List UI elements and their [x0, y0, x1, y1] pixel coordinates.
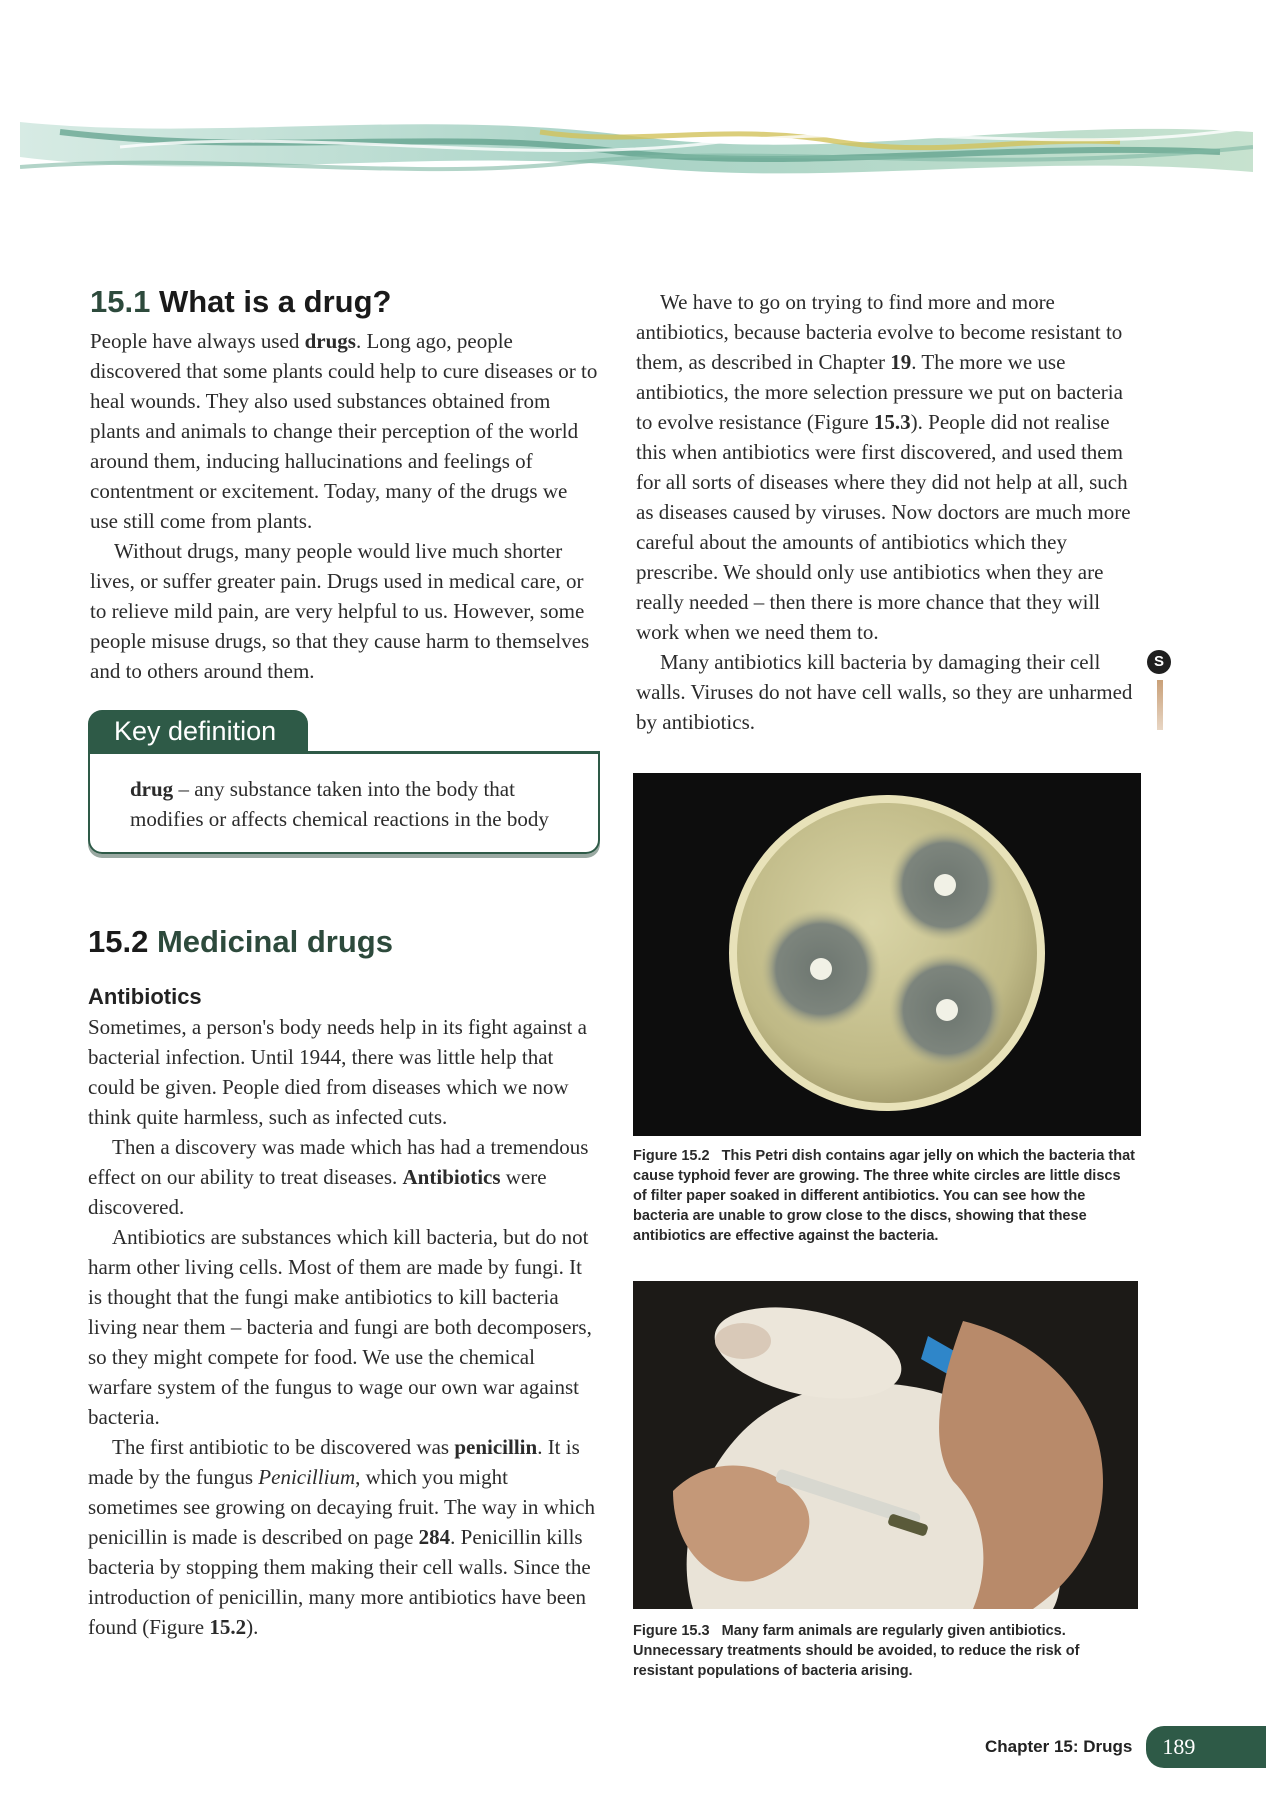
paragraph: Without drugs, many people would live much shorter lives, or suffer greater pain. Drugs used in medical care, or to relieve mild pain, are very helpful to us. However, some people misuse drugs, so that they cause harm to themselves and to others around them.: [90, 539, 590, 683]
figure-label: Figure 15.2: [633, 1148, 710, 1164]
section-15-1: [90, 282, 600, 686]
key-definition-box: [88, 710, 600, 854]
supplement-bar: [1157, 680, 1163, 730]
key-definition-heading: Key definition: [88, 710, 308, 753]
key-term: Antibiotics: [402, 1165, 501, 1189]
paragraph: Sometimes, a person's body needs help in its fight against a bacterial infection. Until 1944, there was little help that could be given. People died from diseases which we now think quite harmless, such as infected cuts.: [88, 1015, 587, 1129]
figure-15-2-caption: [633, 1146, 1138, 1246]
page-footer: [985, 1726, 1266, 1768]
definition-text: – any substance taken into the body that modifies or affects chemical reactions in the body: [130, 777, 549, 831]
petri-dish-image: [633, 773, 1141, 1136]
key-term: drugs: [304, 329, 356, 353]
wave-banner-graphic: [20, 112, 1253, 192]
figure-reference: 15.3: [873, 410, 911, 434]
figure-reference: 15.2: [209, 1615, 247, 1639]
subheading: Antibiotics: [88, 984, 202, 1009]
caption-text: This Petri dish contains agar jelly on which the bacteria that cause typhoid fever are growing. The three white circles are little discs of filter paper soaked in different antibiotics. You can see how the bacteria are unable to grow close to the discs, showing that these antibiotics are effective against the bacteria.: [633, 1148, 1135, 1244]
paragraph: People have always used drugs. Long ago, people discovered that some plants could help to cure diseases or to heal wounds. They also used substances obtained from plants and animals to change their perception of the world around them, inducing hallucinations and feelings of contentment or excitement. Today, many of the drugs we use still come from plants.: [90, 329, 598, 533]
key-definition-body: [88, 751, 600, 854]
section-title: Medicinal drugs: [156, 924, 393, 959]
figure-petri-dish: [633, 773, 1141, 1136]
page-reference: 284: [418, 1525, 451, 1549]
species-name: Penicillium: [258, 1465, 356, 1489]
lamb-injection-image: [633, 1281, 1138, 1609]
figure-lamb-injection: [633, 1281, 1138, 1609]
supplement-badge-icon: S: [1147, 650, 1171, 674]
chapter-label: Chapter 15: Drugs: [985, 1737, 1133, 1756]
figure-label: Figure 15.3: [633, 1623, 710, 1639]
paragraph: Then a discovery was made which has had a tremendous effect on our ability to treat diseases. Antibiotics were discovered.: [88, 1135, 589, 1219]
section-number: 15.2: [88, 924, 149, 959]
paragraph: Antibiotics are substances which kill bacteria, but do not harm other living cells. Most of them are made by fungi. It is thought that the fungi make antibiotics to kill bacteria living near them – bacteria and fungi are both decomposers, so they might compete for food. We use the chemical warfare system of the fungus to wage our own war against bacteria.: [88, 1225, 592, 1429]
paragraph: Many antibiotics kill bacteria by damaging their cell walls. Viruses do not have cell walls, so they are unharmed by antibiotics.: [636, 650, 1133, 734]
section-number: 15.1: [90, 284, 151, 319]
section-heading: [90, 282, 600, 322]
right-column-text: [636, 287, 1141, 737]
page-number: 189: [1146, 1726, 1266, 1768]
figure-15-3-caption: [633, 1621, 1138, 1681]
header-banner: [20, 112, 1253, 192]
paragraph: We have to go on trying to find more and more antibiotics, because bacteria evolve to become resistant to them, as described in Chapter 19. The more we use antibiotics, the more selection pressure we put on bacteria to evolve resistance (Figure 15.3). People did not realise this when antibiotics were first discovered, and used them for all sorts of diseases where they did not help at all, such as diseases caused by viruses. Now doctors are much more careful about the amounts of antibiotics which they prescribe. We should only use antibiotics when they are really needed – then there is more chance that they will work when we need them to.: [636, 290, 1131, 644]
caption-text: Many farm animals are regularly given antibiotics. Unnecessary treatments should be avoided, to reduce the risk of resistant populations of bacteria arising.: [633, 1623, 1080, 1679]
section-title: What is a drug?: [158, 284, 392, 319]
paragraph: The first antibiotic to be discovered was penicillin. It is made by the fungus Penicillium, which you might sometimes see growing on decaying fruit. The way in which penicillin is made is described on page 284. Penicillin kills bacteria by stopping them making their cell walls. Since the introduction of penicillin, many more antibiotics have been found (Figure 15.2).: [88, 1435, 595, 1639]
section-heading: [88, 922, 598, 962]
key-term: penicillin: [454, 1435, 538, 1459]
definition-term: drug: [130, 777, 174, 801]
chapter-reference: 19: [890, 350, 912, 374]
section-15-2: [88, 922, 598, 1642]
